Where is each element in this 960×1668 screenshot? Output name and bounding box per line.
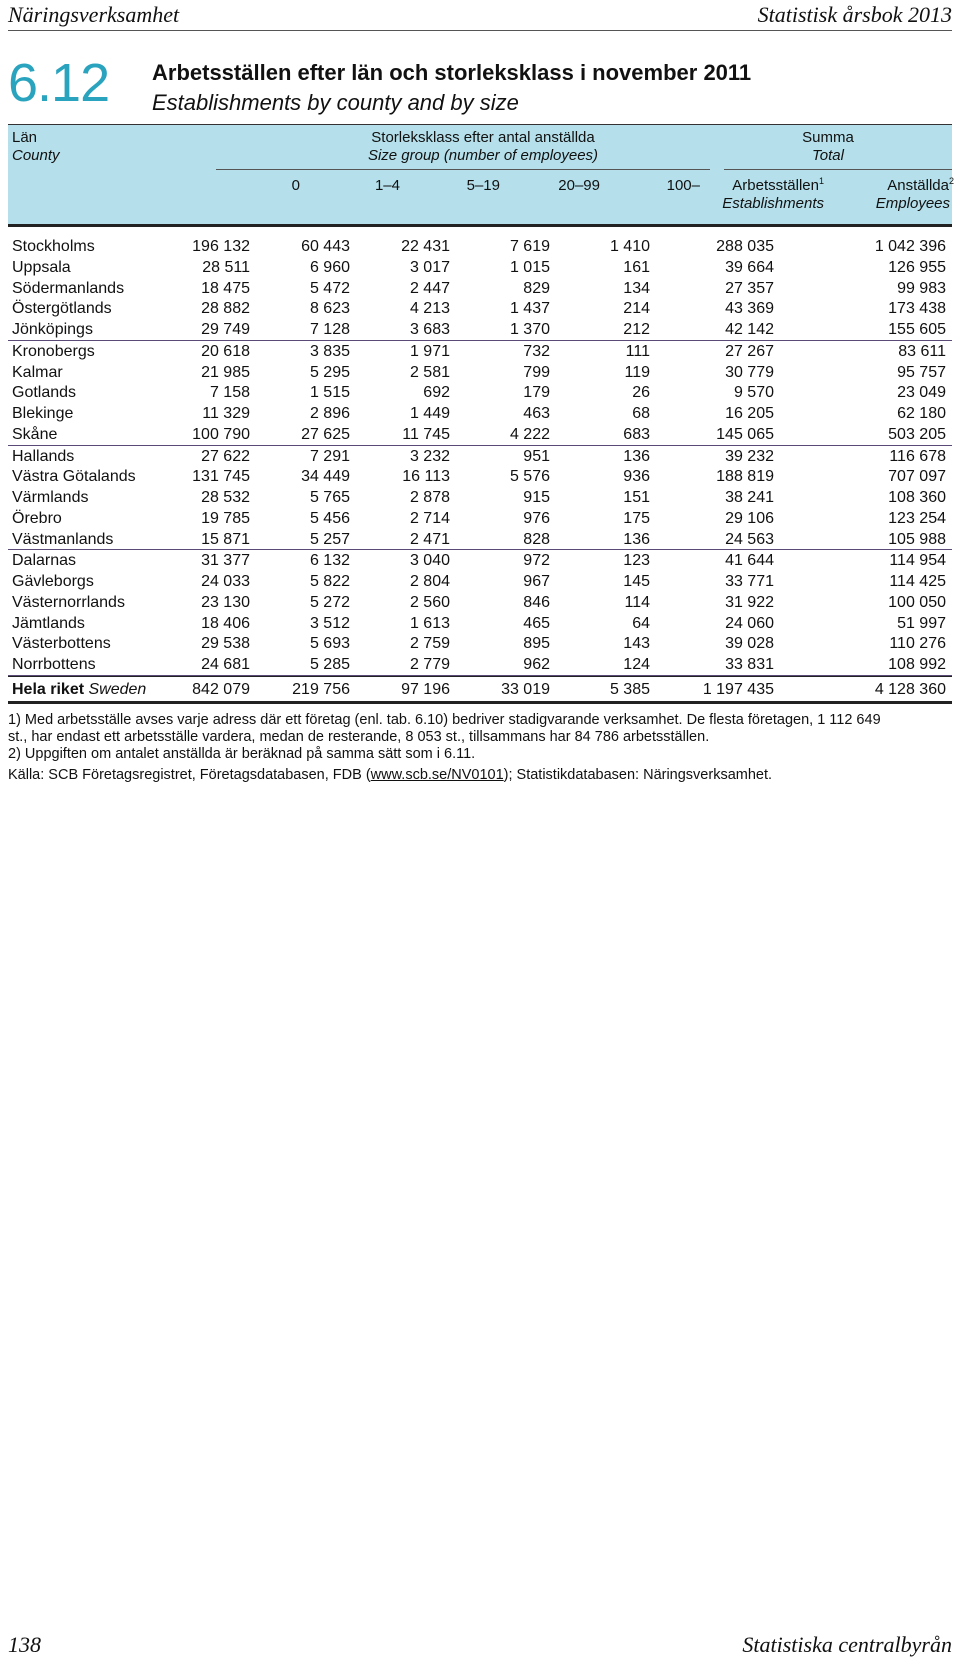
- county-name: Värmlands: [12, 489, 89, 506]
- cell-size-5-19: 4 213: [409, 300, 450, 318]
- footnote-2: 2) Uppgiften om antalet anställda är beräknad på samma sätt som i 6.11.: [8, 746, 476, 762]
- cell-size-0: 15 871: [201, 530, 250, 548]
- cell-size-1-4: 34 449: [301, 468, 350, 486]
- cell-size-1-4: 2 896: [309, 405, 350, 422]
- cell-employees: 105 988: [888, 530, 946, 548]
- cell-size-0: 19 785: [201, 509, 250, 527]
- cell-size-20-99: 7 619: [509, 238, 550, 255]
- cell-employees: 62 180: [897, 405, 946, 422]
- total-size-1-4: 219 756: [292, 680, 350, 698]
- county-name: Blekinge: [12, 405, 74, 422]
- county-name: Dalarnas: [12, 552, 77, 570]
- cell-size-5-19: 22 431: [401, 238, 450, 255]
- cell-size-1-4: 6 132: [309, 552, 350, 570]
- cell-size-1-4: 27 625: [301, 425, 350, 443]
- cell-size-1-4: 8 623: [309, 300, 350, 318]
- table-row: [8, 654, 952, 676]
- cell-size-100: 124: [623, 656, 650, 673]
- cell-establishments: 39 664: [725, 258, 774, 276]
- table-row: [8, 257, 952, 278]
- cell-size-1-4: 5 272: [309, 593, 350, 611]
- cell-size-1-4: 5 765: [309, 489, 350, 506]
- cell-establishments: 33 831: [725, 656, 774, 673]
- cell-size-100: 136: [623, 447, 650, 465]
- county-name: Skåne: [12, 425, 58, 443]
- cell-establishments: 39 232: [725, 447, 774, 465]
- cell-size-1-4: 5 285: [309, 656, 350, 673]
- cell-size-0: 28 532: [201, 489, 250, 506]
- size-group-header-en: Size group (number of employees): [367, 147, 599, 164]
- total-header-sv: Summa: [802, 129, 854, 146]
- size-group-rule: [216, 169, 710, 170]
- table-row: [8, 298, 952, 319]
- cell-size-20-99: 799: [523, 363, 550, 381]
- table-row: [8, 446, 952, 467]
- cell-size-100: 111: [625, 342, 650, 360]
- cell-establishments: 188 819: [716, 468, 774, 486]
- cell-establishments: 31 922: [725, 593, 774, 611]
- table-row: [8, 487, 952, 508]
- county-name: Södermanlands: [12, 279, 125, 297]
- cell-size-20-99: 463: [523, 405, 550, 422]
- column-header-size-20-99: 20–99: [558, 177, 600, 194]
- cell-size-0: 28 882: [201, 300, 250, 318]
- table-row: [8, 424, 952, 446]
- cell-size-1-4: 60 443: [301, 238, 350, 255]
- cell-size-20-99: 976: [523, 509, 550, 527]
- cell-size-100: 151: [623, 489, 650, 506]
- county-name: Västerbottens: [12, 635, 111, 653]
- cell-size-100: 26: [632, 384, 650, 402]
- table-row: [8, 236, 952, 257]
- cell-employees: 99 983: [897, 279, 946, 297]
- cell-size-20-99: 828: [523, 530, 550, 548]
- cell-size-5-19: 1 613: [409, 614, 450, 632]
- cell-size-1-4: 5 257: [309, 530, 350, 548]
- county-header-en: County: [12, 147, 60, 164]
- cell-size-100: 68: [632, 405, 650, 422]
- table-row: [8, 362, 952, 383]
- cell-size-100: 143: [623, 635, 650, 653]
- cell-employees: 51 997: [897, 614, 946, 632]
- cell-size-20-99: 4 222: [509, 425, 550, 443]
- cell-size-5-19: 11 745: [402, 425, 450, 443]
- cell-size-20-99: 5 576: [509, 468, 550, 486]
- cell-size-0: 29 749: [201, 321, 250, 338]
- cell-size-100: 145: [623, 573, 650, 590]
- cell-size-20-99: 915: [523, 489, 550, 506]
- cell-establishments: 27 357: [725, 279, 774, 297]
- cell-employees: 95 757: [897, 363, 946, 381]
- table-row: [8, 613, 952, 634]
- table-row: [8, 508, 952, 529]
- running-head: [8, 0, 952, 31]
- cell-size-5-19: 1 449: [409, 405, 450, 422]
- cell-size-1-4: 5 295: [309, 363, 350, 381]
- cell-size-5-19: 2 804: [409, 573, 450, 590]
- total-row-label: [12, 681, 146, 698]
- cell-size-20-99: 846: [523, 593, 550, 611]
- table-row: [8, 319, 952, 341]
- cell-size-100: 134: [623, 279, 650, 297]
- table-row: [8, 529, 952, 551]
- cell-size-5-19: 2 779: [409, 656, 450, 673]
- table-title-swedish: Arbetsställen efter län och storleksklass i november 2011: [152, 60, 752, 85]
- table-row: [8, 382, 952, 403]
- cell-size-0: 24 033: [201, 573, 250, 590]
- cell-size-20-99: 829: [523, 279, 550, 297]
- county-name: Uppsala: [12, 258, 71, 276]
- county-name: Östergötlands: [12, 300, 112, 318]
- source-text-after: ); Statistikdatabasen: Näringsverksamhet.: [503, 767, 773, 783]
- cell-employees: 126 955: [888, 258, 946, 276]
- chapter-name: Näringsverksamhet: [8, 2, 180, 27]
- cell-size-1-4: 5 472: [309, 279, 350, 297]
- cell-size-20-99: 895: [523, 635, 550, 653]
- publisher-name: Statistiska centralbyrån: [742, 1632, 952, 1657]
- source-link[interactable]: www.scb.se/NV0101: [370, 767, 504, 783]
- cell-employees: 123 254: [888, 509, 946, 527]
- column-header-size-5-19: 5–19: [466, 177, 500, 194]
- cell-employees: 1 042 396: [874, 238, 946, 255]
- cell-establishments: 42 142: [725, 321, 774, 338]
- county-name: Västra Götalands: [12, 468, 136, 486]
- cell-establishments: 24 060: [725, 614, 774, 632]
- county-name: Jönköpings: [12, 321, 93, 338]
- table-row: [8, 341, 952, 362]
- cell-size-100: 683: [623, 425, 650, 443]
- cell-establishments: 29 106: [725, 509, 774, 527]
- total-size-20-99: 33 019: [501, 680, 550, 698]
- cell-employees: 100 050: [888, 593, 946, 611]
- cell-establishments: 30 779: [725, 363, 774, 381]
- cell-size-5-19: 2 560: [409, 593, 450, 611]
- cell-establishments: 43 369: [725, 300, 774, 318]
- cell-size-20-99: 967: [523, 573, 550, 590]
- table-row: [8, 633, 952, 654]
- cell-size-20-99: 972: [523, 552, 550, 570]
- table-row: [8, 571, 952, 592]
- cell-establishments: 16 205: [725, 405, 774, 422]
- cell-size-20-99: 962: [523, 656, 550, 673]
- total-size-5-19: 97 196: [401, 680, 450, 698]
- column-header-size-0: 0: [291, 177, 300, 194]
- cell-size-1-4: 1 515: [309, 384, 350, 402]
- total-size-0: 842 079: [192, 680, 250, 698]
- cell-size-5-19: 2 878: [409, 489, 450, 506]
- cell-size-0: 31 377: [201, 552, 250, 570]
- cell-size-5-19: 2 447: [409, 279, 450, 297]
- table-row: [8, 592, 952, 613]
- county-name: Västernorrlands: [12, 593, 125, 611]
- cell-size-1-4: 5 456: [309, 509, 350, 527]
- cell-size-1-4: 3 835: [309, 342, 350, 360]
- cell-establishments: 288 035: [716, 238, 774, 255]
- employees-label-sv: Anställda: [887, 177, 949, 194]
- cell-employees: 83 611: [898, 342, 946, 360]
- table-row: [8, 278, 952, 299]
- cell-size-1-4: 5 693: [309, 635, 350, 653]
- total-establishments: 1 197 435: [702, 680, 774, 698]
- cell-size-20-99: 732: [523, 342, 550, 360]
- county-name: Gävleborgs: [12, 573, 94, 590]
- cell-employees: 108 360: [888, 489, 946, 506]
- cell-size-20-99: 951: [523, 447, 550, 465]
- cell-size-100: 136: [623, 530, 650, 548]
- cell-size-5-19: 2 714: [409, 509, 450, 527]
- cell-size-0: 24 681: [201, 656, 250, 673]
- table-title-english: Establishments by county and by size: [152, 90, 519, 115]
- county-name: Jämtlands: [12, 614, 85, 632]
- establishments-label-sv: Arbetsställen: [732, 177, 819, 194]
- total-size-100: 5 385: [609, 680, 650, 698]
- cell-size-20-99: 1 015: [509, 258, 550, 276]
- cell-employees: 173 438: [888, 300, 946, 318]
- size-group-header-sv: Storleksklass efter antal anställda: [371, 129, 595, 146]
- cell-establishments: 33 771: [725, 573, 774, 590]
- cell-employees: 114 425: [889, 573, 946, 590]
- cell-employees: 155 605: [888, 321, 946, 338]
- cell-size-5-19: 1 971: [409, 342, 450, 360]
- cell-establishments: 27 267: [725, 342, 774, 360]
- cell-employees: 114 954: [889, 552, 946, 570]
- county-name: Norrbottens: [12, 656, 96, 673]
- cell-size-100: 936: [623, 468, 650, 486]
- county-header-sv: Län: [12, 129, 38, 146]
- table-number: 6.12: [8, 53, 110, 113]
- cell-size-0: 7 158: [209, 384, 250, 402]
- cell-size-100: 114: [624, 593, 650, 611]
- yearbook-title: Statistisk årsbok 2013: [757, 2, 952, 27]
- cell-size-100: 212: [623, 321, 650, 338]
- cell-size-5-19: 16 113: [402, 468, 450, 486]
- cell-size-100: 214: [623, 300, 650, 318]
- table-header: [8, 124, 952, 227]
- cell-size-0: 21 985: [201, 363, 250, 381]
- cell-establishments: 38 241: [725, 489, 774, 506]
- column-header-size-100: 100–: [666, 177, 700, 194]
- cell-size-1-4: 7 128: [309, 321, 350, 338]
- cell-employees: 503 205: [888, 425, 946, 443]
- total-label-en: Sweden: [88, 680, 147, 698]
- table-row: [8, 466, 952, 487]
- employees-footnote-mark: 2: [948, 176, 954, 186]
- county-name: Kalmar: [12, 363, 63, 381]
- cell-employees: 23 049: [897, 384, 946, 402]
- cell-size-100: 161: [623, 258, 650, 276]
- cell-size-5-19: 2 471: [409, 530, 450, 548]
- cell-size-1-4: 7 291: [309, 447, 350, 465]
- cell-establishments: 9 570: [733, 384, 774, 402]
- cell-size-0: 28 511: [202, 258, 250, 276]
- cell-size-0: 100 790: [192, 425, 250, 443]
- cell-size-5-19: 3 683: [409, 321, 450, 338]
- cell-size-20-99: 179: [523, 384, 550, 402]
- county-name: Västmanlands: [12, 530, 114, 548]
- table-row: [8, 550, 952, 571]
- table-body: [8, 236, 952, 704]
- cell-size-0: 29 538: [201, 635, 250, 653]
- cell-size-20-99: 465: [523, 614, 550, 632]
- cell-establishments: 145 065: [716, 425, 774, 443]
- cell-size-1-4: 5 822: [309, 573, 350, 590]
- county-name: Stockholms: [12, 238, 95, 255]
- cell-size-0: 196 132: [192, 238, 250, 255]
- cell-establishments: 41 644: [725, 552, 774, 570]
- county-name: Kronobergs: [12, 342, 95, 360]
- cell-size-0: 18 475: [201, 279, 250, 297]
- cell-size-100: 1 410: [609, 238, 650, 255]
- cell-employees: 116 678: [889, 447, 946, 465]
- county-rows: [8, 236, 952, 676]
- column-header-size-1-4: 1–4: [374, 177, 400, 194]
- column-header-establishments: [732, 177, 824, 195]
- cell-employees: 108 992: [888, 656, 946, 673]
- cell-size-0: 27 622: [201, 447, 250, 465]
- footnote-1-line-2: st., har endast ett arbetsställe vardera, medan de resterande, 8 053 st., tillsammans har 84 786 arbetsställen.: [8, 729, 710, 745]
- total-employees: 4 128 360: [874, 680, 946, 698]
- establishments-label-en: Establishments: [722, 195, 824, 212]
- column-header-employees: [887, 177, 954, 195]
- total-rule: [724, 169, 952, 170]
- establishments-footnote-mark: 1: [818, 176, 824, 186]
- cell-size-0: 18 406: [201, 614, 250, 632]
- county-name: Örebro: [12, 509, 62, 527]
- footnote-1-line-1: 1) Med arbetsställe avses varje adress där ett företag (enl. tab. 6.10) bedriver stadigvarande verksamhet. De flesta företagen, 1 112 649: [8, 712, 881, 728]
- cell-size-1-4: 3 512: [309, 614, 350, 632]
- cell-size-0: 20 618: [201, 342, 250, 360]
- cell-size-0: 131 745: [192, 468, 250, 486]
- cell-size-5-19: 3 017: [409, 258, 450, 276]
- cell-size-0: 23 130: [201, 593, 250, 611]
- page-number: 138: [8, 1632, 41, 1657]
- total-row: [8, 676, 952, 704]
- cell-establishments: 24 563: [725, 530, 774, 548]
- total-header-en: Total: [812, 147, 844, 164]
- table-row: [8, 403, 952, 424]
- total-label-sv: Hela riket: [12, 680, 85, 698]
- cell-employees: 110 276: [889, 635, 946, 653]
- cell-size-5-19: 2 759: [409, 635, 450, 653]
- footnotes: [8, 712, 952, 784]
- cell-employees: 707 097: [888, 468, 946, 486]
- cell-size-5-19: 3 232: [409, 447, 450, 465]
- cell-size-5-19: 3 040: [409, 552, 450, 570]
- cell-size-100: 175: [623, 509, 650, 527]
- source-note: [8, 767, 952, 784]
- cell-size-5-19: 2 581: [409, 363, 450, 381]
- source-text-before: Källa: SCB Företagsregistret, Företagsdatabasen, FDB (: [8, 767, 371, 783]
- cell-size-20-99: 1 437: [509, 300, 550, 318]
- cell-size-100: 119: [624, 363, 650, 381]
- cell-size-1-4: 6 960: [309, 258, 350, 276]
- cell-size-0: 11 329: [202, 405, 250, 422]
- county-name: Hallands: [12, 447, 75, 465]
- cell-size-100: 64: [632, 614, 650, 632]
- cell-establishments: 39 028: [725, 635, 774, 653]
- cell-size-5-19: 692: [423, 384, 450, 402]
- cell-size-100: 123: [623, 552, 650, 570]
- cell-size-20-99: 1 370: [509, 321, 550, 338]
- employees-label-en: Employees: [875, 195, 950, 212]
- county-name: Gotlands: [12, 384, 77, 402]
